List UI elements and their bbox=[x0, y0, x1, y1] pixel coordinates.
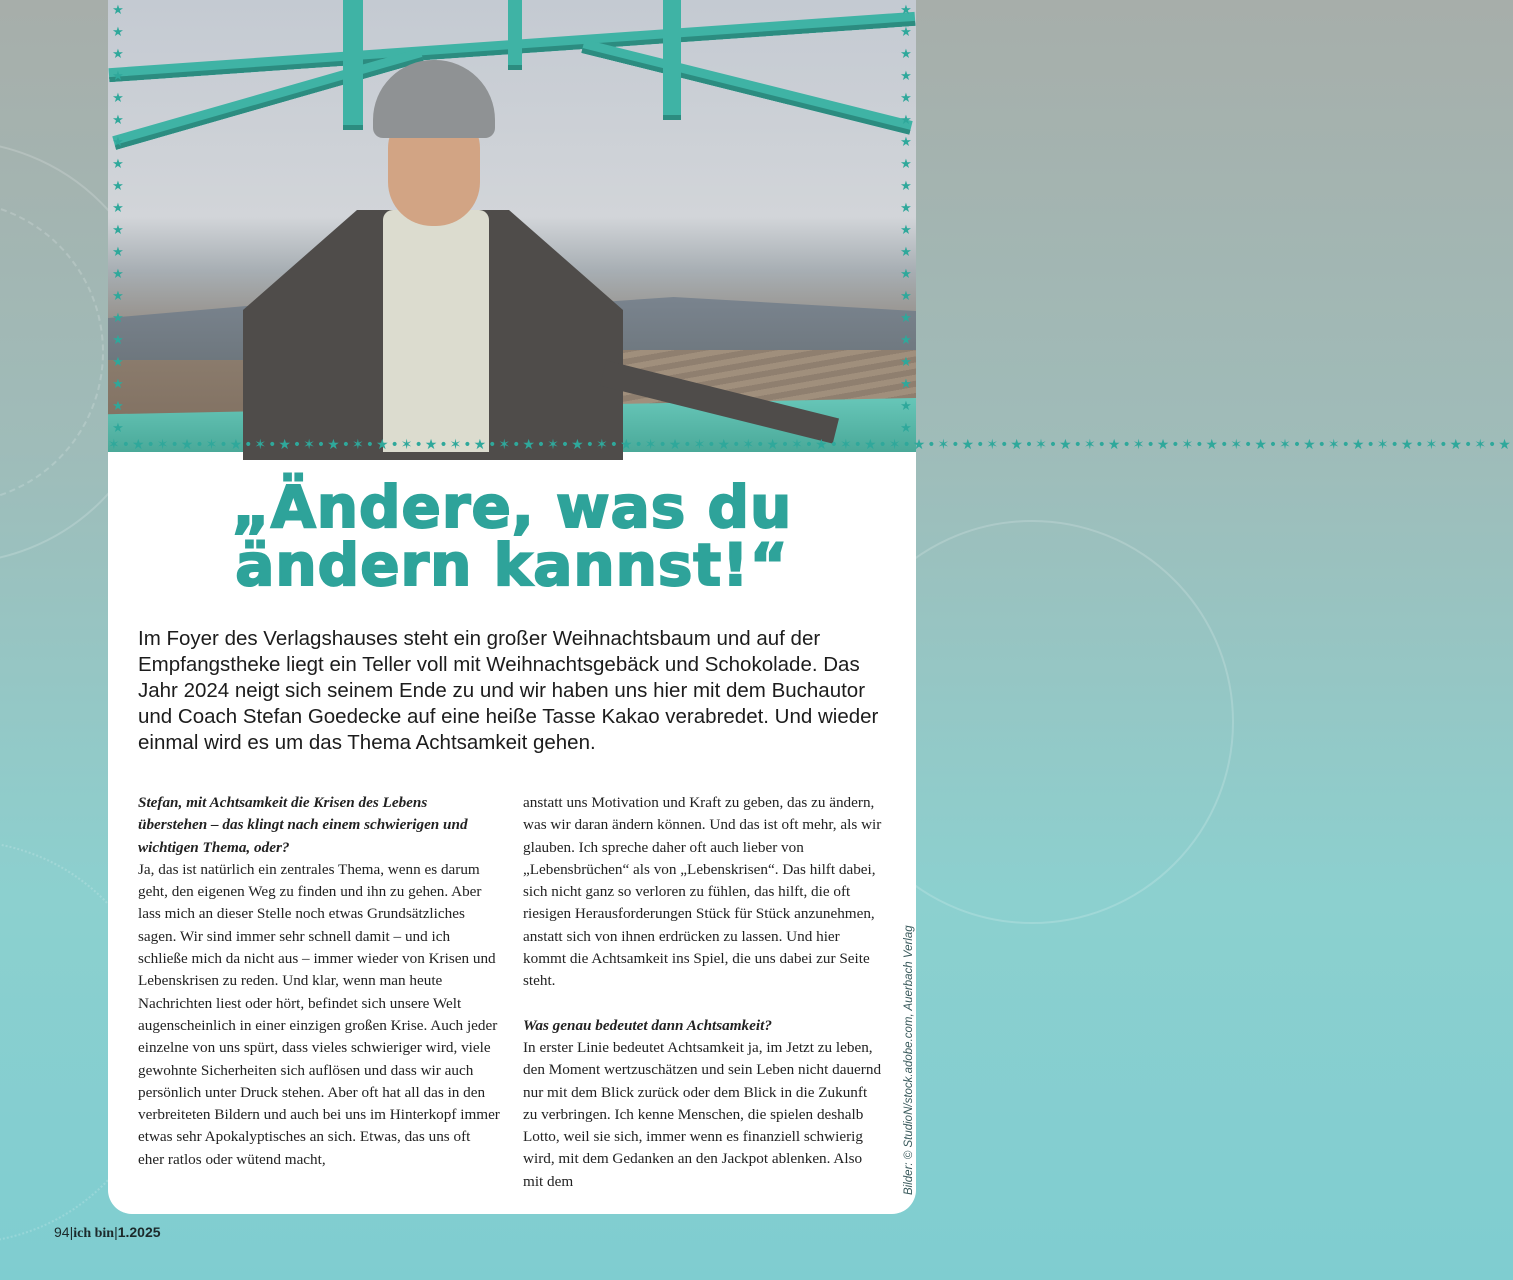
portrait-photo bbox=[108, 0, 1513, 453]
footer-separator: | bbox=[114, 1224, 118, 1240]
interview-answer: Ja, das ist natürlich ein zentrales Thema, wenn es darum geht, den eigenen Weg zu finden und ihn zu gehen. Aber lass mich an dieser Stelle noch etwas Grundsätzliches sagen. Wir sind immer sehr schnell damit – und ich schließe mich da nicht aus – immer wieder von Krisen und Lebenskrisen zu reden. Und klar, wenn man heute Nachrichten liest oder hört, befindet sich unsere Welt augenscheinlich in einer einzigen großen Krise. Auch jeder einzelne von uns spürt, dass vieles schwieriger wird, viele gewohnte Sicherheiten sich auflösen und dass wir auch persönlich unter Druck stehen. Aber oft hat all das in den verbreiteten Bildern und auch bei uns im Hinterkopf immer etwas sehr Apokalyptisches an sich. Etwas, das uns oft eher ratlos oder wütend macht, bbox=[138, 860, 500, 1168]
person-sweater bbox=[383, 210, 489, 452]
photo-tower-beam bbox=[581, 39, 912, 134]
person-beanie bbox=[373, 60, 495, 138]
photo-person bbox=[203, 60, 583, 452]
footer-separator: | bbox=[69, 1224, 74, 1240]
text-column-left bbox=[138, 792, 500, 1171]
magazine-name: ich bin bbox=[73, 1226, 115, 1241]
page-footer bbox=[54, 1224, 161, 1242]
text-column-right bbox=[523, 792, 885, 1193]
interview-question: Stefan, mit Achtsamkeit die Krisen des Lebens überstehen – das klingt nach einem schwierigen und wichtigen Thema, oder? bbox=[138, 794, 468, 856]
article-intro: Im Foyer des Verlagshauses steht ein großer Weihnachtsbaum und auf der Empfangstheke liegt ein Teller voll mit Weihnachtsgebäck und Schokolade. Das Jahr 2024 neigt sich seinem Ende zu und wir haben uns hier mit dem Buchautor und Coach Stefan Goedecke auf eine heiße Tasse Kakao verabredet. Und wieder einmal wird es um das Thema Achtsamkeit gehen. bbox=[138, 627, 879, 754]
star-icon-border-right: ★ ★ ★ ★ ★ ★ ★ ★ ★ ★ ★ ★ ★ ★ ★ ★ ★ ★ ★ ★ bbox=[900, 3, 912, 436]
star-icon-border-bottom: ✶•★•✶•★•✶•★•✶•★•✶•★•✶•★•✶•★•✶•★•✶•★•✶•★•✶•★•✶•★•✶•★•✶•★•✶•★•✶•★•✶•★•✶•★•✶•★•✶•★•✶•★•✶•★•✶•★•✶•★•✶•★•✶•★•✶•★•✶•★•✶•★ bbox=[108, 437, 1513, 453]
star-icon-border-left: ★ ★ ★ ★ ★ ★ ★ ★ ★ ★ ★ ★ ★ ★ ★ ★ ★ ★ ★ ★ bbox=[112, 3, 124, 436]
paragraph-spacer bbox=[523, 993, 885, 1015]
page-number: 94 bbox=[54, 1224, 70, 1240]
issue-number: 1.2025 bbox=[117, 1224, 161, 1240]
interview-answer: In erster Linie bedeutet Achtsamkeit ja, im Jetzt zu leben, den Moment wertzuschätzen und sein Leben nicht dauernd nur mit dem Blick zurück oder dem Blick in die Zukunft zu verbringen. Ich kenne Menschen, die spielen deshalb Lotto, weil sie sich, immer wenn es finanziell schwierig wird, mit dem Gedanken an den Jackpot ablenken. Also mit dem bbox=[523, 1038, 882, 1190]
article-headline bbox=[108, 473, 916, 599]
article-card bbox=[108, 0, 1513, 1214]
headline-line-2: ändern kannst!“ bbox=[235, 531, 789, 599]
interview-question: Was genau bedeutet dann Achtsamkeit? bbox=[523, 1016, 772, 1034]
headline-line-1: „Ändere, was du bbox=[231, 473, 793, 541]
image-credit: Bilder: © StudioN/stock.adobe.com, Auerbach Verlag bbox=[903, 925, 915, 1195]
interview-answer-continued: anstatt uns Motivation und Kraft zu geben, das zu ändern, was wir daran ändern können. Und das ist oft mehr, als wir glauben. Ich spreche daher oft auch lieber von „Lebensbrüchen“ als von „Lebenskrisen“. Das hilft dabei, sich nicht ganz so verloren zu fühlen, das hilft, die oft riesigen Herausforderungen Stück für Stück anzunehmen, anstatt sich von ihnen erdrücken zu lassen. Und hier kommt die Achtsamkeit ins Spiel, die uns dabei zur Seite steht. bbox=[523, 794, 882, 990]
photo-tower-beam bbox=[663, 0, 681, 120]
